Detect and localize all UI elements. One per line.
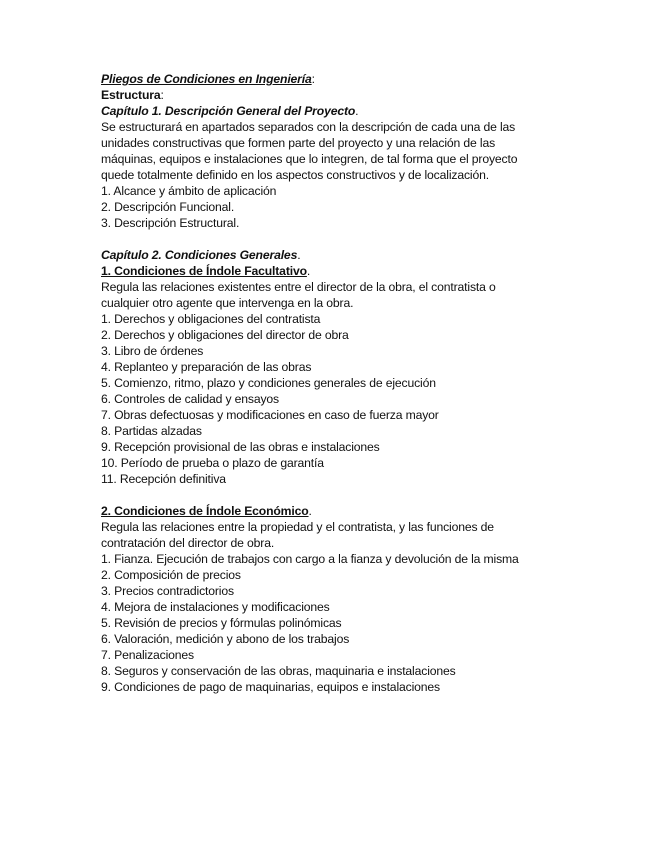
chapter1-paragraph-line: unidades constructivas que formen parte del proyecto y una relación de las [101, 136, 496, 150]
section1-list-item: 4. Replanteo y preparación de las obras [101, 360, 312, 374]
section1-list-item: 1. Derechos y obligaciones del contratista [101, 312, 321, 326]
chapter2-heading-line: Capítulo 2. Condiciones Generales. [101, 248, 301, 262]
section1-list-item: 9. Recepción provisional de las obras e instalaciones [101, 440, 380, 454]
section1-heading-line: 1. Condiciones de Índole Facultativo. [101, 264, 311, 278]
section1-list-item: 5. Comienzo, ritmo, plazo y condiciones generales de ejecución [101, 376, 436, 390]
section1-paragraph-line: cualquier otro agente que intervenga en la obra. [101, 296, 354, 310]
chapter1-heading: Capítulo 1. Descripción General del Proyecto [101, 104, 356, 118]
section1-list-item: 11. Recepción definitiva [101, 472, 226, 486]
section1-list-item: 10. Período de prueba o plazo de garantía [101, 456, 324, 470]
chapter1-list-item: 3. Descripción Estructural. [101, 216, 240, 230]
chapter2-heading: Capítulo 2. Condiciones Generales [101, 248, 298, 262]
section2-list-item: 7. Penalizaciones [101, 648, 194, 662]
chapter1-list-item: 1. Alcance y ámbito de aplicación [101, 184, 277, 198]
section2-paragraph-line: Regula las relaciones entre la propiedad y el contratista, y las funciones de [101, 520, 494, 534]
chapter1-paragraph-line: Se estructurará en apartados separados con la descripción de cada una de las [101, 120, 516, 134]
estructura-label: Estructura [101, 88, 161, 102]
section1-list-item: 7. Obras defectuosas y modificaciones en caso de fuerza mayor [101, 408, 439, 422]
section1-list-item: 3. Libro de órdenes [101, 344, 204, 358]
section1-list-item: 6. Controles de calidad y ensayos [101, 392, 279, 406]
chapter1-paragraph-line: máquinas, equipos e instalaciones que lo integren, de tal forma que el proyecto [101, 152, 518, 166]
section2-list-item: 9. Condiciones de pago de maquinarias, equipos e instalaciones [101, 680, 440, 694]
estructura-line: Estructura: [101, 88, 164, 102]
section2-list-item: 4. Mejora de instalaciones y modificaciones [101, 600, 330, 614]
chapter1-paragraph-line: quede totalmente definido en los aspectos constructivos y de localización. [101, 168, 489, 182]
section2-list-item: 2. Composición de precios [101, 568, 241, 582]
section2-heading-line: 2. Condiciones de Índole Económico. [101, 504, 312, 518]
section2-list-item: 5. Revisión de precios y fórmulas polinómicas [101, 616, 342, 630]
section1-list-item: 8. Partidas alzadas [101, 424, 202, 438]
document-title: Pliegos de Condiciones en Ingeniería [101, 72, 312, 86]
spacer [101, 487, 631, 503]
spacer [101, 231, 631, 247]
document-body [101, 71, 631, 695]
section1-list-item: 2. Derechos y obligaciones del director de obra [101, 328, 349, 342]
section2-list-item: 3. Precios contradictorios [101, 584, 234, 598]
section2-paragraph-line: contratación del director de obra. [101, 536, 275, 550]
chapter1-heading-line: Capítulo 1. Descripción General del Proyecto. [101, 104, 359, 118]
document-title-line: Pliegos de Condiciones en Ingeniería: [101, 72, 315, 86]
section2-list-item: 6. Valoración, medición y abono de los trabajos [101, 632, 350, 646]
chapter1-list-item: 2. Descripción Funcional. [101, 200, 235, 214]
section2-list-item: 8. Seguros y conservación de las obras, maquinaria e instalaciones [101, 664, 456, 678]
section1-paragraph-line: Regula las relaciones existentes entre el director de la obra, el contratista o [101, 280, 496, 294]
section2-list-item: 1. Fianza. Ejecución de trabajos con cargo a la fianza y devolución de la misma [101, 552, 519, 566]
section2-heading: 2. Condiciones de Índole Económico [101, 504, 309, 518]
section1-heading: 1. Condiciones de Índole Facultativo [101, 264, 307, 278]
